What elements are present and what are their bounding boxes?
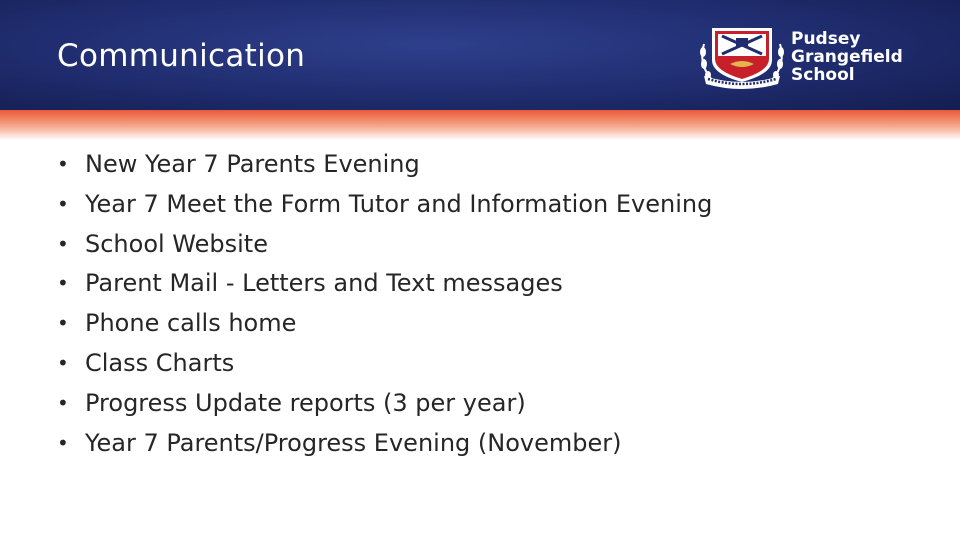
school-name-line: Grangefield: [791, 47, 903, 67]
list-item: [57, 424, 712, 464]
list-item-text: Parent Mail - Letters and Text messages: [85, 269, 563, 298]
bullet-icon: •: [57, 350, 69, 375]
header-accent-stripe: [0, 110, 960, 140]
list-item: [57, 185, 712, 225]
list-item: [57, 145, 712, 185]
slide-header: [0, 0, 960, 112]
school-crest-icon: [694, 24, 790, 90]
bullet-icon: •: [57, 152, 69, 176]
list-item: [57, 344, 712, 384]
list-item-text: Year 7 Parents/Progress Evening (November): [85, 428, 622, 457]
school-name: [791, 30, 941, 84]
list-item: [57, 304, 712, 344]
list-item: [57, 384, 712, 424]
list-item-text: Phone calls home: [85, 309, 297, 338]
bullet-icon: •: [57, 231, 69, 256]
bullet-icon: •: [57, 430, 69, 455]
bullet-icon: •: [57, 191, 69, 216]
bullet-icon: •: [57, 390, 69, 415]
list-item-text: Progress Update reports (3 per year): [85, 388, 526, 417]
list-item-text: Year 7 Meet the Form Tutor and Information Evening: [85, 189, 713, 218]
bullet-list: [57, 145, 712, 463]
list-item: [57, 225, 712, 265]
school-name-line: School: [791, 65, 855, 85]
list-item-text: Class Charts: [85, 348, 235, 377]
bullet-icon: •: [57, 271, 69, 296]
school-name-line: Pudsey: [791, 29, 861, 49]
bullet-icon: •: [57, 311, 69, 336]
list-item-text: School Website: [85, 229, 268, 258]
list-item-text: New Year 7 Parents Evening: [85, 150, 420, 178]
slide-title: Communication: [57, 38, 306, 74]
list-item: [57, 264, 712, 304]
